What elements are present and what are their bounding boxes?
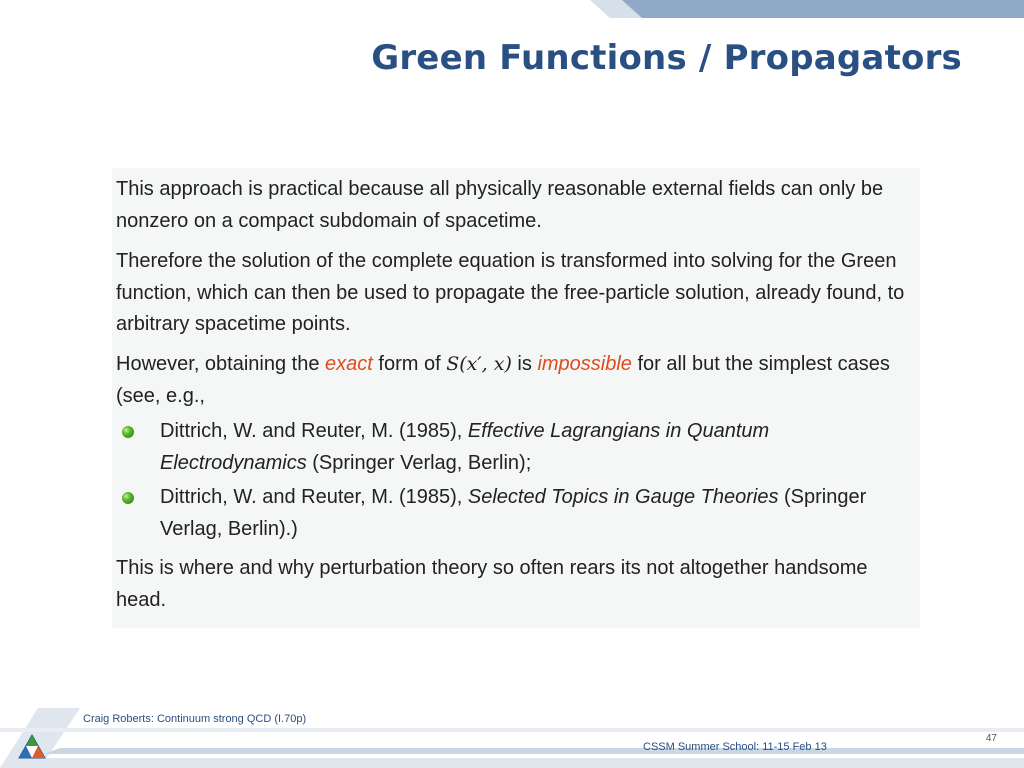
paragraph-1: This approach is practical because all physically reasonable external fields can only be nonzero on a compact subdomain of spacetime. [116, 178, 884, 232]
bullet-sphere-icon [122, 426, 134, 438]
reference-title: Effective Lagrangians in Quantum Electrodynamics [160, 420, 770, 474]
reference-item: Dittrich, W. and Reuter, M. (1985), Effective Lagrangians in Quantum Electrodynamics (Springer Verlag, Berlin); [160, 420, 770, 474]
slide-title: Green Functions / Propagators [371, 38, 962, 78]
reference-title: Selected Topics in Gauge Theories [467, 486, 779, 508]
logo-icon [18, 734, 46, 760]
paragraph-4: This is where and why perturbation theory so often rears its not altogether handsome head. [116, 557, 868, 611]
paragraph-3: However, obtaining the exact form of S(x′, x) is impossible for all but the simplest cases (see, e.g., [116, 353, 890, 407]
page-number: 47 [985, 733, 997, 744]
header-band [0, 0, 1024, 18]
emphasis-impossible: impossible [537, 353, 632, 375]
math-expression: S(x′, x) [446, 353, 512, 375]
bullet-sphere-icon [122, 492, 134, 504]
footer-event: CSSM Summer School: 11-15 Feb 13 [643, 741, 827, 753]
reference-item: Dittrich, W. and Reuter, M. (1985), Selected Topics in Gauge Theories (Springer Verlag, Berlin).) [160, 486, 867, 540]
paragraph-2: Therefore the solution of the complete equation is transformed into solving for the Green function, which can then be used to propagate the free-particle solution, already found, to arbitrary spacetime points. [116, 250, 905, 335]
emphasis-exact: exact [325, 353, 373, 375]
content-panel [112, 168, 920, 628]
footer-author: Craig Roberts: Continuum strong QCD (I.70p) [83, 713, 307, 725]
